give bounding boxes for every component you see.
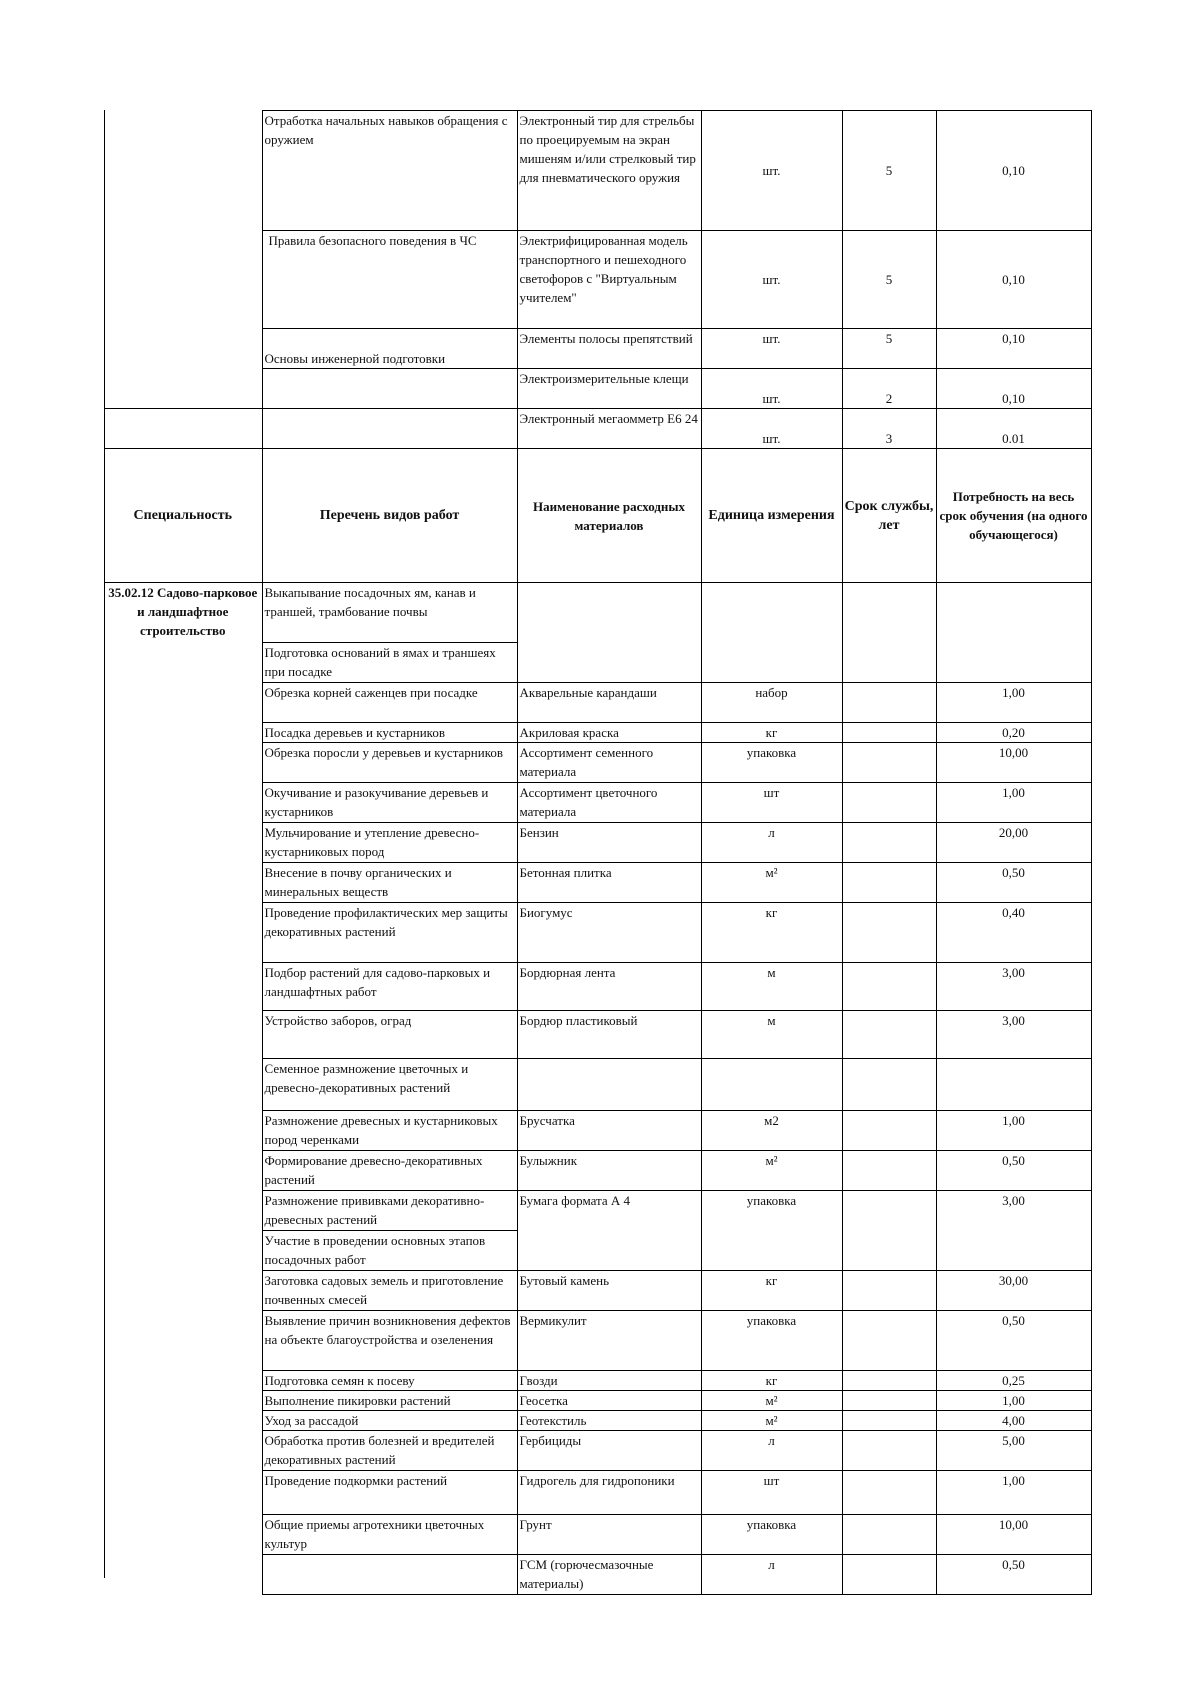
life-cell bbox=[842, 903, 936, 963]
need-cell: 1,00 bbox=[936, 783, 1091, 823]
need-cell bbox=[936, 1059, 1091, 1111]
work-cell: Подготовка семян к посеву bbox=[262, 1371, 517, 1391]
work-cell: Проведение подкормки растений bbox=[262, 1471, 517, 1515]
material-cell: Акриловая краска bbox=[517, 723, 701, 743]
table-row bbox=[104, 583, 1091, 643]
unit-cell: м² bbox=[701, 1411, 842, 1431]
life-cell bbox=[842, 1555, 936, 1595]
life-cell bbox=[842, 1311, 936, 1371]
need-cell: 0,50 bbox=[936, 1151, 1091, 1191]
unit-cell: шт. bbox=[701, 409, 842, 449]
unit-cell: м2 bbox=[701, 1111, 842, 1151]
unit-cell: шт. bbox=[701, 369, 842, 409]
spec-cell-empty bbox=[104, 409, 262, 449]
work-cell: Проведение профилактических мер защиты декоративных растений bbox=[262, 903, 517, 963]
specialty-cell: 35.02.12 Садово-парковое и ландшафтное строительство bbox=[104, 583, 262, 1595]
life-cell bbox=[842, 963, 936, 1011]
need-cell: 0.01 bbox=[936, 409, 1091, 449]
material-cell: ГСМ (горючесмазочные материалы) bbox=[517, 1555, 701, 1595]
life-cell: 5 bbox=[842, 231, 936, 329]
material-cell: Элементы полосы препятствий bbox=[517, 329, 701, 369]
work-cell: Основы инженерной подготовки bbox=[262, 329, 517, 369]
need-cell: 10,00 bbox=[936, 743, 1091, 783]
need-cell: 0,50 bbox=[936, 863, 1091, 903]
work-cell: Размножение прививками декоративно- древесных растений bbox=[262, 1191, 517, 1231]
life-cell bbox=[842, 1271, 936, 1311]
materials-table bbox=[104, 110, 1092, 1595]
header-unit: Единица измерения bbox=[701, 449, 842, 583]
unit-cell: л bbox=[701, 1555, 842, 1595]
work-cell: Подбор растений для садово-парковых и ландшафтных работ bbox=[262, 963, 517, 1011]
header-need: Потребность на весь срок обучения (на одного обучающегося) bbox=[936, 449, 1091, 583]
material-cell: Электроизмерительные клещи bbox=[517, 369, 701, 409]
material-cell: Бензин bbox=[517, 823, 701, 863]
unit-cell: шт. bbox=[701, 329, 842, 369]
life-cell bbox=[842, 1471, 936, 1515]
unit-cell: л bbox=[701, 823, 842, 863]
material-cell: Ассортимент цветочного материала bbox=[517, 783, 701, 823]
material-cell: Бордюр пластиковый bbox=[517, 1011, 701, 1059]
header-works: Перечень видов работ bbox=[262, 449, 517, 583]
life-cell bbox=[842, 1011, 936, 1059]
material-cell: Бетонная плитка bbox=[517, 863, 701, 903]
unit-cell: кг bbox=[701, 723, 842, 743]
unit-cell: м² bbox=[701, 1391, 842, 1411]
work-cell: Обрезка поросли у деревьев и кустарников bbox=[262, 743, 517, 783]
header-materials: Наименование расходных материалов bbox=[517, 449, 701, 583]
life-cell: 3 bbox=[842, 409, 936, 449]
spec-cell-empty bbox=[104, 111, 262, 409]
need-cell bbox=[936, 583, 1091, 683]
material-cell: Акварельные карандаши bbox=[517, 683, 701, 723]
work-cell: Общие приемы агротехники цветочных культур bbox=[262, 1515, 517, 1555]
need-cell: 0,50 bbox=[936, 1311, 1091, 1371]
life-cell bbox=[842, 1371, 936, 1391]
life-cell bbox=[842, 1411, 936, 1431]
need-cell: 1,00 bbox=[936, 1111, 1091, 1151]
work-cell: Участие в проведении основных этапов посадочных работ bbox=[262, 1231, 517, 1271]
work-cell: Подготовка оснований в ямах и траншеях при посадке bbox=[262, 643, 517, 683]
work-cell: Окучивание и разокучивание деревьев и кустарников bbox=[262, 783, 517, 823]
life-cell bbox=[842, 823, 936, 863]
material-cell: Ассортимент семенного материала bbox=[517, 743, 701, 783]
work-cell: Выявление причин возникновения дефектов на объекте благоустройства и озеленения bbox=[262, 1311, 517, 1371]
unit-cell: л bbox=[701, 1431, 842, 1471]
material-cell: Гвозди bbox=[517, 1371, 701, 1391]
need-cell: 1,00 bbox=[936, 1471, 1091, 1515]
work-cell: Правила безопасного поведения в ЧС bbox=[262, 231, 517, 329]
need-cell: 3,00 bbox=[936, 1011, 1091, 1059]
work-cell: Обработка против болезней и вредителей декоративных растений bbox=[262, 1431, 517, 1471]
work-cell: Посадка деревьев и кустарников bbox=[262, 723, 517, 743]
material-cell: Гербициды bbox=[517, 1431, 701, 1471]
unit-cell: м bbox=[701, 963, 842, 1011]
material-cell: Геосетка bbox=[517, 1391, 701, 1411]
need-cell: 0,50 bbox=[936, 1555, 1091, 1595]
unit-cell: шт. bbox=[701, 231, 842, 329]
material-cell bbox=[517, 1059, 701, 1111]
unit-cell: упаковка bbox=[701, 1515, 842, 1555]
need-cell: 1,00 bbox=[936, 683, 1091, 723]
unit-cell: упаковка bbox=[701, 1311, 842, 1371]
unit-cell: упаковка bbox=[701, 1191, 842, 1271]
life-cell: 5 bbox=[842, 329, 936, 369]
unit-cell bbox=[701, 1059, 842, 1111]
unit-cell bbox=[701, 583, 842, 683]
life-cell bbox=[842, 783, 936, 823]
material-cell: Бутовый камень bbox=[517, 1271, 701, 1311]
work-cell: Размножение древесных и кустарниковых пород черенками bbox=[262, 1111, 517, 1151]
work-cell bbox=[262, 369, 517, 409]
unit-cell: м² bbox=[701, 863, 842, 903]
work-cell bbox=[262, 409, 517, 449]
material-cell: Электронный мегаомметр Е6 24 bbox=[517, 409, 701, 449]
work-cell: Уход за рассадой bbox=[262, 1411, 517, 1431]
work-cell: Семенное размножение цветочных и древесно-декоративных растений bbox=[262, 1059, 517, 1111]
need-cell: 3,00 bbox=[936, 1191, 1091, 1271]
material-cell: Биогумус bbox=[517, 903, 701, 963]
need-cell: 30,00 bbox=[936, 1271, 1091, 1311]
table-header-row bbox=[104, 449, 1091, 583]
header-life: Срок службы, лет bbox=[842, 449, 936, 583]
need-cell: 0,10 bbox=[936, 231, 1091, 329]
work-cell: Внесение в почву органических и минеральных веществ bbox=[262, 863, 517, 903]
material-cell: Электронный тир для стрельбы по проецируемым на экран мишеням и/или стрелковый тир для пневматического оружия bbox=[517, 111, 701, 231]
life-cell: 2 bbox=[842, 369, 936, 409]
need-cell: 5,00 bbox=[936, 1431, 1091, 1471]
life-cell: 5 bbox=[842, 111, 936, 231]
life-cell bbox=[842, 1515, 936, 1555]
material-cell: Бордюрная лента bbox=[517, 963, 701, 1011]
unit-cell: шт bbox=[701, 1471, 842, 1515]
life-cell bbox=[842, 1059, 936, 1111]
work-cell: Выполнение пикировки растений bbox=[262, 1391, 517, 1411]
work-cell: Мульчирование и утепление древесно-кустарниковых пород bbox=[262, 823, 517, 863]
work-cell: Выкапывание посадочных ям, канав и траншей, трамбование почвы bbox=[262, 583, 517, 643]
need-cell: 0,10 bbox=[936, 369, 1091, 409]
unit-cell: шт bbox=[701, 783, 842, 823]
need-cell: 0,10 bbox=[936, 329, 1091, 369]
life-cell bbox=[842, 683, 936, 723]
work-cell: Формирование древесно-декоративных растений bbox=[262, 1151, 517, 1191]
life-cell bbox=[842, 1151, 936, 1191]
unit-cell: кг bbox=[701, 1271, 842, 1311]
work-cell bbox=[262, 1555, 517, 1595]
need-cell: 0,10 bbox=[936, 111, 1091, 231]
need-cell: 20,00 bbox=[936, 823, 1091, 863]
life-cell bbox=[842, 583, 936, 683]
material-cell: Электрифицированная модель транспортного и пешеходного светофоров с "Виртуальным учителем" bbox=[517, 231, 701, 329]
need-cell: 0,25 bbox=[936, 1371, 1091, 1391]
life-cell bbox=[842, 1391, 936, 1411]
work-cell: Обрезка корней саженцев при посадке bbox=[262, 683, 517, 723]
unit-cell: кг bbox=[701, 903, 842, 963]
work-cell: Отработка начальных навыков обращения с оружием bbox=[262, 111, 517, 231]
need-cell: 10,00 bbox=[936, 1515, 1091, 1555]
unit-cell: шт. bbox=[701, 111, 842, 231]
life-cell bbox=[842, 1431, 936, 1471]
life-cell bbox=[842, 1111, 936, 1151]
life-cell bbox=[842, 863, 936, 903]
table-row bbox=[104, 409, 1091, 449]
work-cell: Заготовка садовых земель и приготовление почвенных смесей bbox=[262, 1271, 517, 1311]
need-cell: 0,40 bbox=[936, 903, 1091, 963]
material-cell: Грунт bbox=[517, 1515, 701, 1555]
material-cell bbox=[517, 583, 701, 683]
unit-cell: м bbox=[701, 1011, 842, 1059]
unit-cell: упаковка bbox=[701, 743, 842, 783]
unit-cell: м² bbox=[701, 1151, 842, 1191]
unit-cell: кг bbox=[701, 1371, 842, 1391]
unit-cell: набор bbox=[701, 683, 842, 723]
need-cell: 0,20 bbox=[936, 723, 1091, 743]
material-cell: Бумага формата А 4 bbox=[517, 1191, 701, 1271]
material-cell: Геотекстиль bbox=[517, 1411, 701, 1431]
need-cell: 3,00 bbox=[936, 963, 1091, 1011]
need-cell: 4,00 bbox=[936, 1411, 1091, 1431]
material-cell: Вермикулит bbox=[517, 1311, 701, 1371]
header-specialty: Специальность bbox=[104, 449, 262, 583]
table-row bbox=[104, 111, 1091, 231]
life-cell bbox=[842, 1191, 936, 1271]
life-cell bbox=[842, 723, 936, 743]
material-cell: Брусчатка bbox=[517, 1111, 701, 1151]
material-cell: Гидрогель для гидропоники bbox=[517, 1471, 701, 1515]
material-cell: Булыжник bbox=[517, 1151, 701, 1191]
work-cell: Устройство заборов, оград bbox=[262, 1011, 517, 1059]
life-cell bbox=[842, 743, 936, 783]
need-cell: 1,00 bbox=[936, 1391, 1091, 1411]
